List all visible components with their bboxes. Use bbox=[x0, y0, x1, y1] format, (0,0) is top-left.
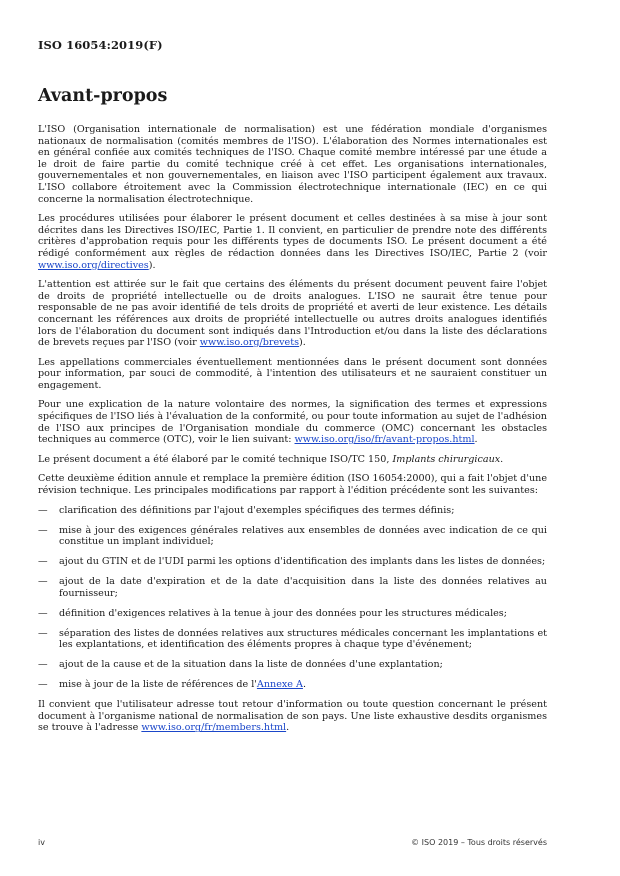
list-item: — ajout du GTIN et de l'UDI parmi les options d'identification des implants dans les listes de données; bbox=[38, 556, 546, 568]
paragraph-trade-names: Les appellations commerciales éventuellement mentionnées dans le présent document sont données pour information, par souci de commodité, à l'intention des utilisateurs et ne sauraient constituer un engagement. bbox=[38, 356, 547, 391]
page-number: iv bbox=[38, 838, 45, 847]
list-item: — séparation des listes de données relatives aux structures médicales concernant les implantations et les explantations, et identification des éléments propres à chaque type d'événement; bbox=[38, 627, 547, 651]
paragraph-voluntary: Pour une explication de la nature volontaire des normes, la signification des termes et expressions spécifiques de l'ISO liés à l'évaluation de la conformité, ou pour toute information au sujet de l'adhésion de l'ISO aux principes de l'Organisation mondiale du commerce (OMC) concernant les obstacles techniques au commerce (OTC), voir le lien suivant: www.iso.org/iso/fr/avant-propos.html. bbox=[38, 399, 547, 446]
paragraph-patents: L'attention est attirée sur le fait que certains des éléments du présent document peuvent faire l'objet de droits de propriété intellectuelle ou de droits analogues. L'ISO ne saurait être tenue pour responsable de ne pas avoir identifié de tels droits de propriété et averti de leur existence. Les détails concernant les références aux droits de propriété intellectuelle ou autres droits analogues identifiés lors de l'élaboration du document sont indiqués dans l'Introduction et/ou dans la liste des déclarations de brevets reçues par l'ISO (voir www.iso.org/brevets). bbox=[38, 279, 547, 349]
paragraph-procedures: Les procédures utilisées pour élaborer le présent document et celles destinées à sa mise à jour sont décrites dans les Directives ISO/IEC, Partie 1. Il convient, en particulier de prendre note des différents critères d'approbation requis pour les différents types de documents ISO. Le présent document a été rédigé conformément aux règles de rédaction données dans les Directives ISO/IEC, Partie 2 (voir www.iso.org/directives). bbox=[38, 213, 547, 271]
paragraph-feedback: Il convient que l'utilisateur adresse tout retour d'information ou toute question concernant le présent document à l'organisme national de normalisation de son pays. Une liste exhaustive desdits organismes se trouve à l'adresse www.iso.org/fr/members.html. bbox=[38, 699, 547, 734]
document-id-header: ISO 16054:2019(F) bbox=[38, 38, 163, 52]
list-item: — ajout de la date d'expiration et de la date d'acquisition dans la liste des données relatives au fournisseur; bbox=[38, 576, 547, 599]
list-item: — mise à jour des exigences générales relatives aux ensembles de données avec indication de ce qui constitue un implant individuel; bbox=[38, 524, 547, 548]
list-item: — définition d'exigences relatives à la tenue à jour des données pour les structures médicales; bbox=[38, 607, 507, 619]
link-brevets[interactable]: www.iso.org/brevets bbox=[199, 337, 300, 349]
list-item: — clarification des définitions par l'ajout d'exemples spécifiques des termes définis; bbox=[38, 504, 455, 516]
foreword-body bbox=[38, 124, 547, 742]
document-page bbox=[38, 0, 547, 876]
copyright-notice: © ISO 2019 – Tous droits réservés bbox=[411, 838, 547, 847]
list-item: — ajout de la cause et de la situation dans la liste de données d'une explantation; bbox=[38, 659, 443, 671]
link-members[interactable]: www.iso.org/fr/members.html bbox=[141, 722, 287, 734]
paragraph-committee: Le présent document a été élaboré par le comité technique ISO/TC 150, Implants chirurgicaux. bbox=[38, 453, 504, 465]
link-annexe-a[interactable]: Annexe A bbox=[256, 679, 303, 691]
page-title: Avant-propos bbox=[38, 86, 168, 106]
paragraph-edition: Cette deuxième édition annule et remplace la première édition (ISO 16054:2000), qui a fait l'objet d'une révision technique. Les principales modifications par rapport à l'édition précédente sont les suivantes: bbox=[38, 473, 547, 497]
changes-list bbox=[38, 505, 547, 691]
paragraph-iso-intro: L'ISO (Organisation internationale de normalisation) est une fédération mondiale d'organismes nationaux de normalisation (comités membres de l'ISO). L'élaboration des Normes internationales est en général confiée aux comités techniques de l'ISO. Chaque comité membre intéressé par une étude a le droit de faire partie du comité technique créé à cet effet. Les organisations internationales, gouvernementales et non gouvernementales, en liaison avec l'ISO participent également aux travaux. L'ISO collabore étroitement avec la Commission électrotechnique internationale (IEC) en ce qui concerne la normalisation électrotechnique. bbox=[38, 124, 547, 205]
list-item: — mise à jour de la liste de références de l'Annexe A. bbox=[38, 679, 306, 691]
link-avant-propos[interactable]: www.iso.org/iso/fr/avant-propos.html bbox=[294, 434, 475, 446]
link-directives[interactable]: www.iso.org/directives bbox=[38, 259, 149, 271]
